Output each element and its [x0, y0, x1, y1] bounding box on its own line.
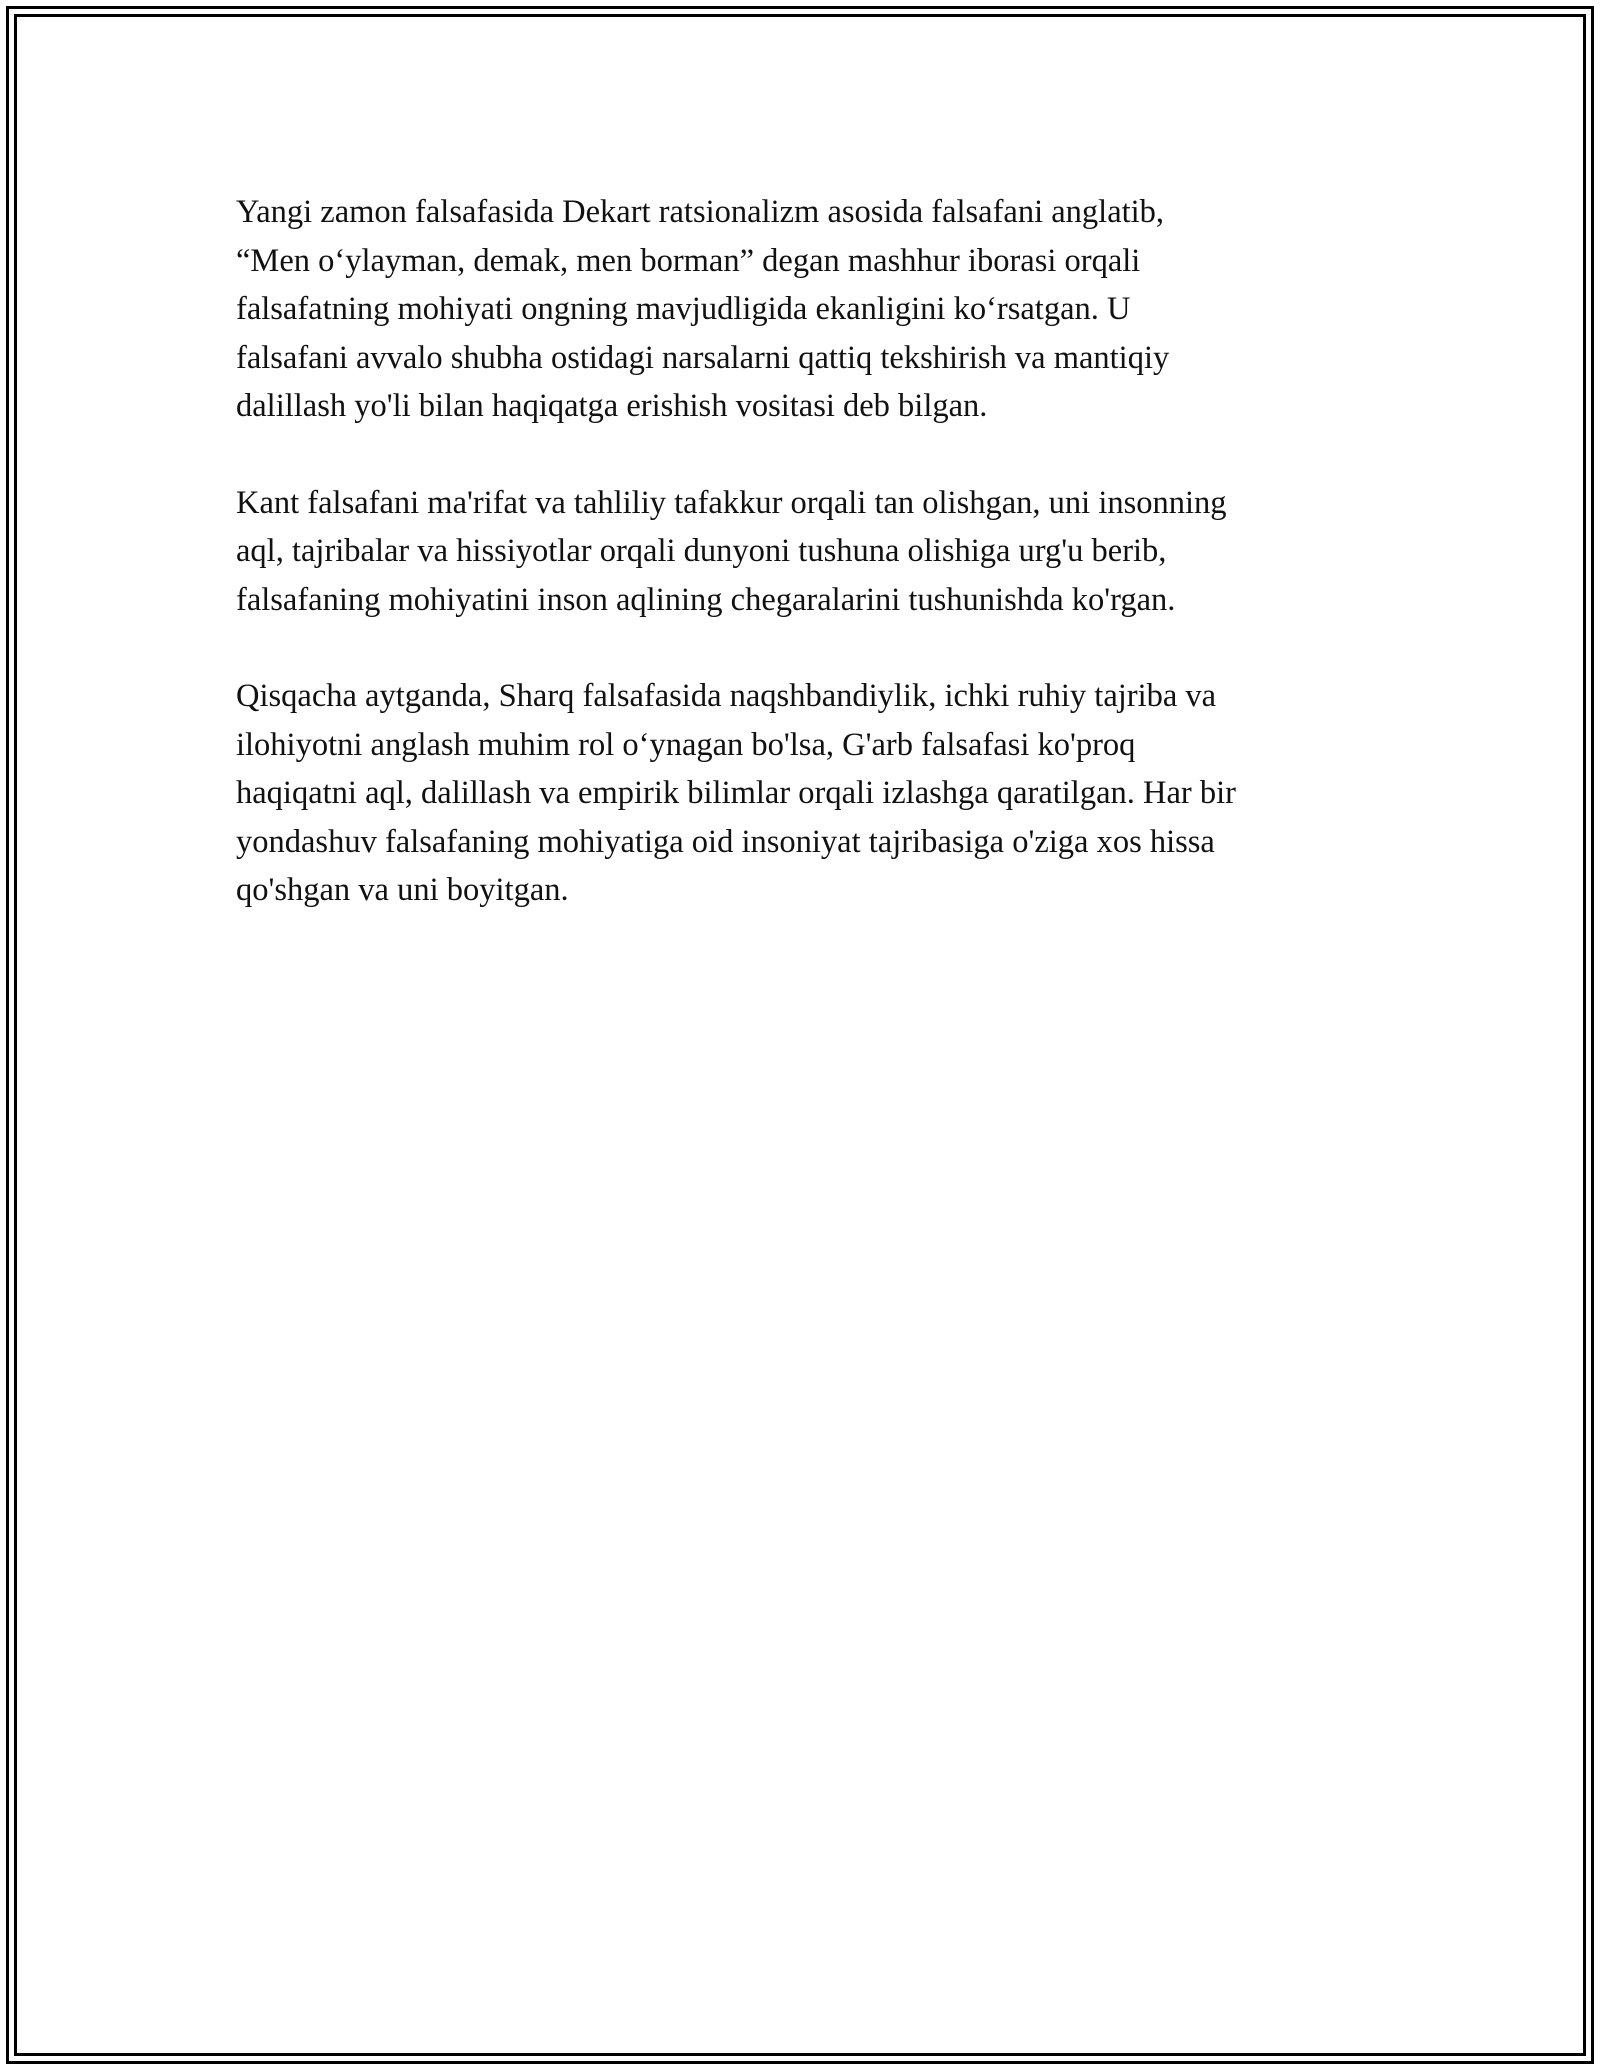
text-line: “Men o‘ylayman, demak, men borman” degan mashhur iborasi orqali: [236, 242, 1141, 279]
paragraph-dekart: [236, 188, 1376, 431]
paragraph-summary: [236, 672, 1376, 915]
text-line: Yangi zamon falsafasida Dekart ratsionalizm asosida falsafani anglatib,: [236, 194, 1165, 230]
text-line: qo'shgan va uni boyitgan.: [236, 872, 569, 908]
text-line: yondashuv falsafaning mohiyatiga oid insoniyat tajribasiga o'ziga xos hissa: [236, 823, 1215, 860]
paragraph-kant: [236, 479, 1376, 625]
document-body: [236, 188, 1376, 963]
text-line: falsafani avvalo shubha ostidagi narsalarni qattiq tekshirish va mantiqiy: [236, 339, 1170, 376]
text-line: falsafaning mohiyatini inson aqlining chegaralarini tushunishda ko'rgan.: [236, 581, 1176, 618]
text-line: aql, tajribalar va hissiyotlar orqali dunyoni tushuna olishiga urg'u berib,: [236, 533, 1167, 569]
text-line: Qisqacha aytganda, Sharq falsafasida naqshbandiylik, ichki ruhiy tajriba va: [236, 678, 1217, 714]
text-line: dalillash yo'li bilan haqiqatga erishish vositasi deb bilgan.: [236, 388, 988, 424]
text-line: falsafatning mohiyati ongning mavjudligida ekanligini ko‘rsatgan. U: [236, 291, 1131, 327]
text-line: ilohiyotni anglash muhim rol o‘ynagan bo'lsa, G'arb falsafasi ko'proq: [236, 726, 1136, 763]
text-line: haqiqatni aql, dalillash va empirik bilimlar orqali izlashga qaratilgan. Har bir: [236, 775, 1236, 811]
text-line: Kant falsafani ma'rifat va tahliliy tafakkur orqali tan olishgan, uni insonning: [236, 484, 1227, 521]
